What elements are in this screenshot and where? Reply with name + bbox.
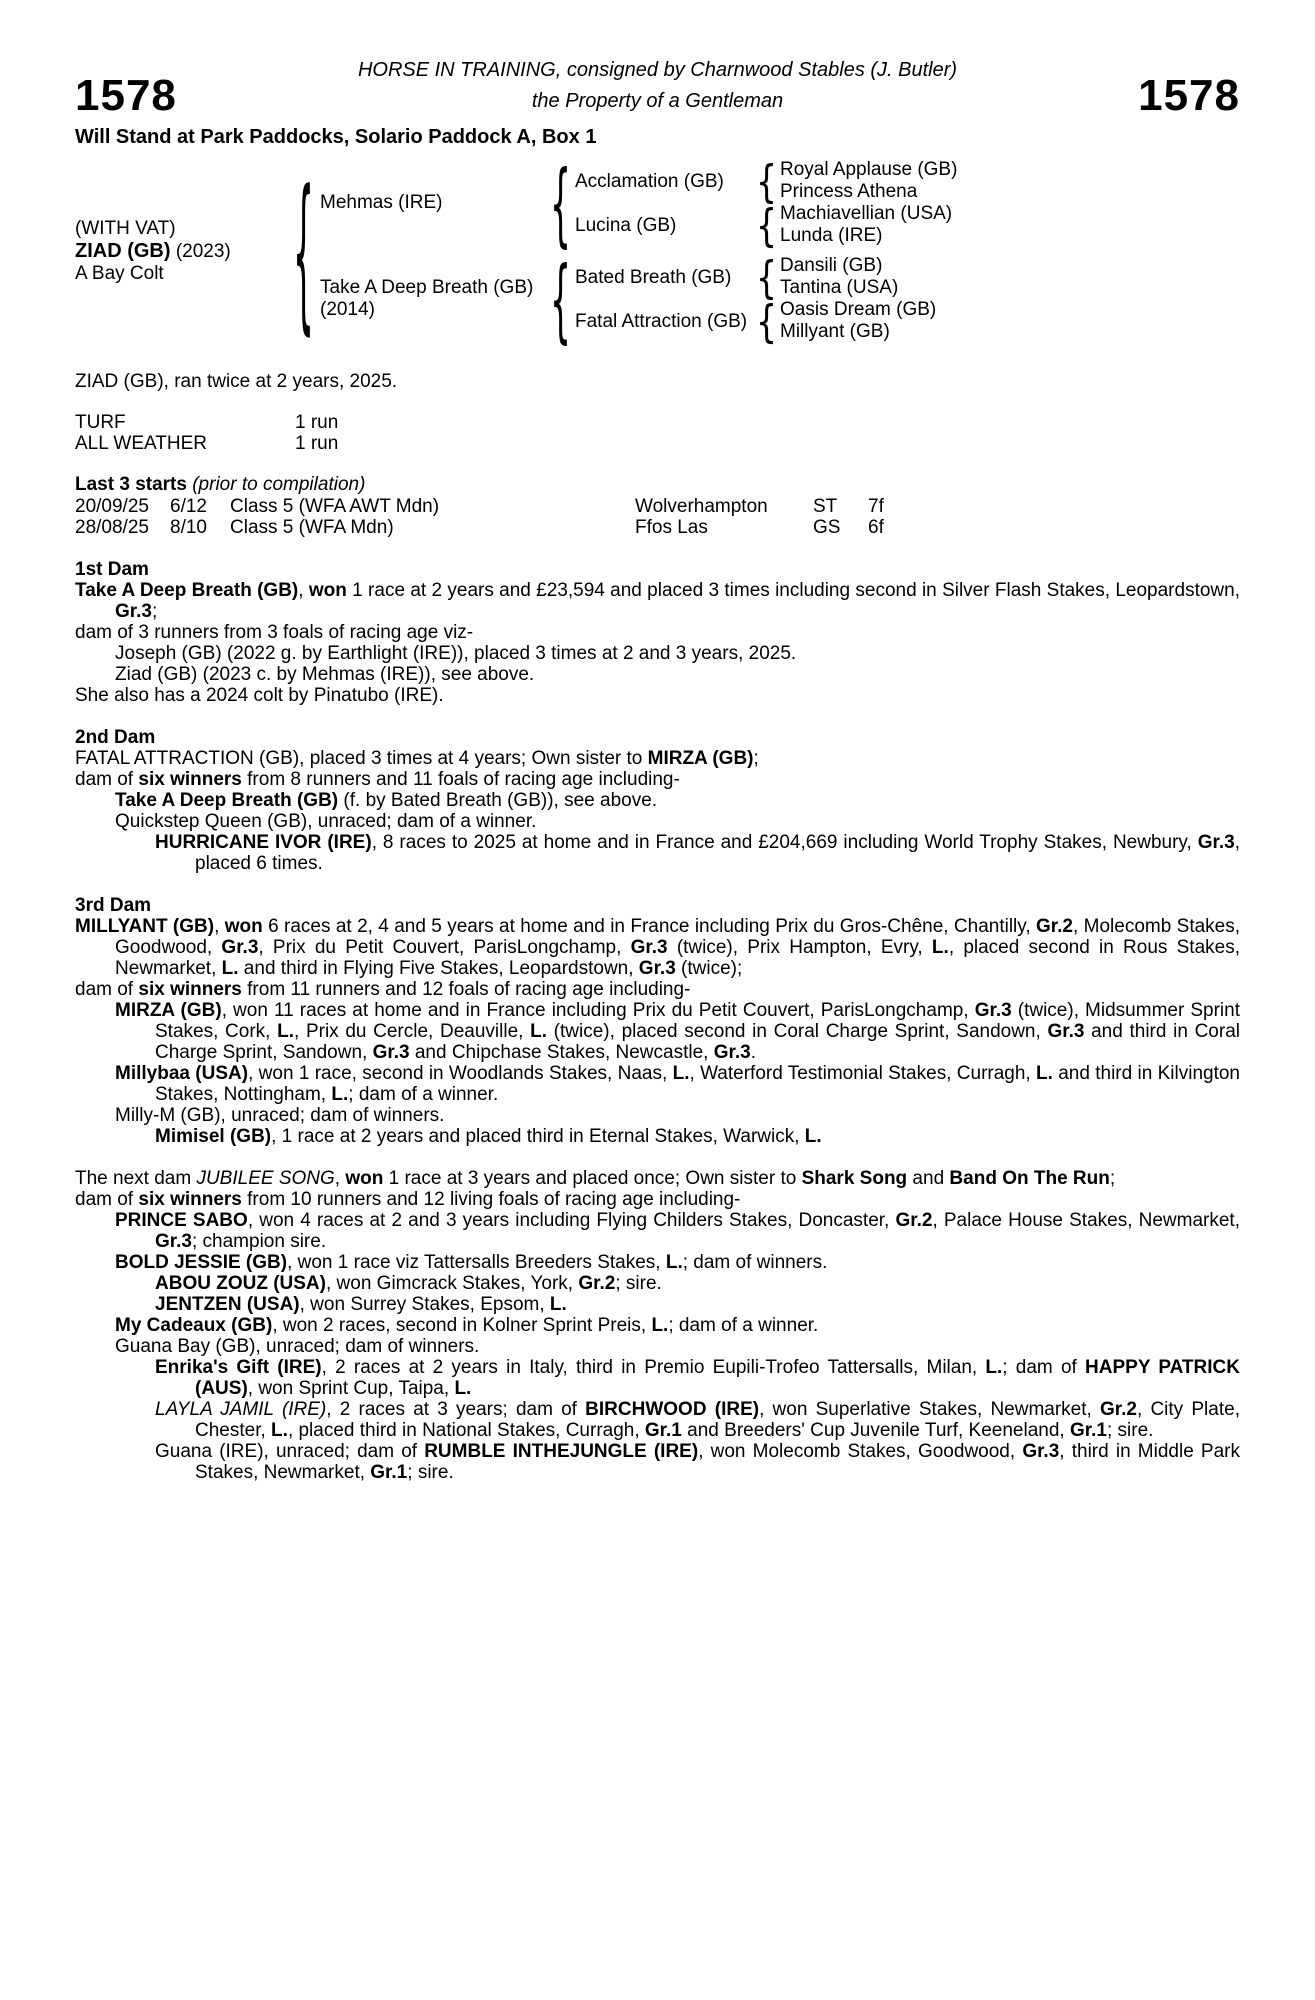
- text-run: ; dam of: [1002, 1357, 1086, 1378]
- text-run: L.: [672, 1063, 690, 1084]
- text-run: HURRICANE IVOR (IRE): [155, 832, 372, 853]
- text-run: ; sire.: [1106, 1420, 1154, 1441]
- text-run: (twice), placed second in Coral Charge Sprint, Sandown,: [547, 1021, 1048, 1042]
- sire-brace: {: [550, 149, 571, 257]
- text-run: L.: [454, 1378, 472, 1399]
- text-run: , 2 races at 2 years in Italy, third in Premio Eupili-Trofeo Tattersalls, Milan,: [321, 1357, 986, 1378]
- page-header: [75, 58, 1240, 120]
- text-run: BIRCHWOOD (IRE): [585, 1399, 760, 1420]
- text-run: , won 4 races at 2 and 3 years including Flying Childers Stakes, Doncaster,: [247, 1210, 896, 1231]
- dam-row: [320, 245, 957, 353]
- great-grandparent-name: Millyant (GB): [780, 321, 890, 342]
- dam-grandparents: [575, 250, 937, 348]
- great-grandparents: [780, 159, 957, 203]
- pedigree-paragraph: [75, 811, 1240, 832]
- text-run: dam of: [75, 1189, 139, 1210]
- text-run: L.: [804, 1126, 822, 1147]
- text-run: Gr.1: [644, 1420, 682, 1441]
- text-run: ; dam of a winner.: [348, 1084, 499, 1105]
- start-date: 28/08/25: [75, 517, 149, 538]
- surface-label: ALL WEATHER: [75, 433, 207, 454]
- pedigree-paragraph: [75, 832, 1240, 874]
- text-run: ;: [1109, 1168, 1116, 1189]
- pedigree-paragraph: [75, 664, 1240, 685]
- granddam-name: Fatal Attraction (GB): [575, 310, 748, 332]
- text-run: ,: [214, 916, 225, 937]
- last-starts-note: (prior to compilation): [192, 474, 366, 495]
- text-run: Enrika's Gift (IRE): [155, 1357, 322, 1378]
- text-run: Guana (IRE), unraced; dam of: [155, 1441, 425, 1462]
- text-run: L.: [277, 1021, 294, 1042]
- text-run: She also has a 2024 colt by Pinatubo (IRE).: [75, 685, 444, 706]
- surface-row: [75, 412, 1240, 433]
- text-run: Shark Song: [801, 1168, 908, 1189]
- text-run: Gr.2: [895, 1210, 933, 1231]
- subject-year: (2023): [175, 240, 231, 262]
- vat-note: (WITH VAT): [75, 217, 176, 239]
- text-run: LAYLA JAMIL (IRE): [155, 1399, 327, 1420]
- dam-section: [75, 727, 1240, 874]
- text-run: Gr.3: [630, 937, 668, 958]
- text-run: Quickstep Queen (GB), unraced; dam of a winner.: [115, 811, 537, 832]
- text-run: Gr.3: [1197, 832, 1235, 853]
- great-grandparents: [780, 203, 952, 247]
- pedigree-paragraph: [75, 790, 1240, 811]
- text-run: , won Molecomb Stakes, Goodwood,: [698, 1441, 1023, 1462]
- text-run: L.: [985, 1357, 1003, 1378]
- start-course: Ffos Las: [635, 517, 708, 538]
- surface-row: [75, 433, 1240, 454]
- pedigree-paragraph: [75, 622, 1240, 643]
- grandsire-row: [575, 250, 936, 304]
- text-run: , 2 races at 3 years; dam of: [326, 1399, 586, 1420]
- grandsire-name: Acclamation (GB): [575, 170, 724, 192]
- granddam-row: [575, 198, 957, 252]
- dam-brace: {: [550, 245, 571, 353]
- great-grandparent-name: Oasis Dream (GB): [780, 299, 937, 320]
- text-run: MIRZA (GB): [647, 748, 754, 769]
- text-run: Gr.3: [115, 601, 152, 622]
- text-run: BOLD JESSIE (GB): [115, 1252, 288, 1273]
- start-course: Wolverhampton: [635, 496, 768, 517]
- section-heading: 1st Dam: [75, 559, 149, 580]
- text-run: , City Plate, Chester,: [195, 1399, 1240, 1441]
- text-run: , Prix du Cercle, Deauville,: [294, 1021, 531, 1042]
- grandsire-row: [575, 154, 958, 208]
- text-run: FATAL ATTRACTION (GB), placed 3 times at 4 years; Own sister to: [75, 748, 648, 769]
- start-position: 6/12: [170, 496, 207, 517]
- dam-section: [75, 559, 1240, 706]
- text-run: L.: [1036, 1063, 1053, 1084]
- pedigree-paragraph: [75, 1399, 1240, 1441]
- text-run: The next dam: [75, 1168, 197, 1189]
- start-position: 8/10: [170, 517, 207, 538]
- great-grandparent-name: Tantina (USA): [780, 277, 899, 298]
- last-starts: [75, 474, 1240, 538]
- great-grandparents: [780, 255, 898, 299]
- grandsire-brace: {: [756, 250, 777, 304]
- text-run: Gr.3: [155, 1231, 192, 1252]
- text-run: 1 race at 3 years and placed once; Own sister to: [383, 1168, 802, 1189]
- pedigree-parents: [320, 149, 958, 353]
- granddam-brace: {: [756, 294, 777, 348]
- text-run: ;: [753, 748, 759, 769]
- sire-name: Mehmas (IRE): [320, 192, 443, 213]
- text-run: L.: [221, 958, 239, 979]
- subject-name-line: [75, 240, 287, 263]
- pedigree-paragraph: [75, 916, 1240, 979]
- subject-name: ZIAD (GB): [75, 239, 171, 262]
- start-row: [75, 496, 1240, 517]
- start-race: Class 5 (WFA Mdn): [230, 517, 394, 538]
- text-run: , Molecomb Stakes, Goodwood,: [115, 916, 1241, 958]
- text-run: L.: [665, 1252, 683, 1273]
- pedigree-paragraph: [75, 1105, 1240, 1126]
- great-grandparent-name: Lunda (IRE): [780, 225, 883, 246]
- text-run: HAPPY PATRICK (AUS): [195, 1357, 1240, 1399]
- pedigree-paragraph: [75, 580, 1240, 622]
- text-run: Gr.3: [974, 1000, 1012, 1021]
- pedigree-paragraph: [75, 1294, 1240, 1315]
- text-run: Gr.3: [372, 1042, 410, 1063]
- text-run: Take A Deep Breath (GB): [75, 580, 299, 601]
- dam-name-line1: Take A Deep Breath (GB): [320, 277, 534, 298]
- text-run: L.: [549, 1294, 567, 1315]
- text-run: , won Sprint Cup, Taipa,: [247, 1378, 455, 1399]
- text-run: , placed 6 times.: [195, 832, 1240, 874]
- text-run: and Breeders' Cup Juvenile Turf, Keeneland,: [681, 1420, 1070, 1441]
- text-run: (twice), Midsummer Sprint Stakes, Cork,: [155, 1000, 1241, 1042]
- text-run: ,: [298, 580, 309, 601]
- text-run: won: [308, 580, 347, 601]
- text-run: from 8 runners and 11 foals of racing age including-: [241, 769, 680, 790]
- text-run: Guana Bay (GB), unraced; dam of winners.: [115, 1336, 480, 1357]
- text-run: won: [345, 1168, 384, 1189]
- grandsire-brace: {: [756, 154, 777, 208]
- dam-section: [75, 1168, 1240, 1483]
- pedigree-paragraph: [75, 1441, 1240, 1483]
- subject-description: A Bay Colt: [75, 262, 164, 284]
- text-run: and third in Kilvington Stakes, Nottingham,: [155, 1063, 1240, 1105]
- pedigree-paragraph: [75, 1315, 1240, 1336]
- section-heading: 3rd Dam: [75, 895, 152, 916]
- text-run: dam of: [75, 769, 139, 790]
- text-run: MIRZA (GB): [115, 1000, 222, 1021]
- surface-runs: 1 run: [295, 433, 339, 454]
- pedigree-paragraph: [75, 1189, 1240, 1210]
- section-heading: 2nd Dam: [75, 727, 156, 748]
- dam-name-line2: (2014): [320, 299, 375, 320]
- text-run: 1 race at 2 years and £23,594 and placed 3 times including second in Silver Flash Stakes, Leopardstown,: [346, 580, 1240, 601]
- text-run: , third in Middle Park Stakes, Newmarket,: [195, 1441, 1240, 1483]
- pedigree-paragraph: [75, 1210, 1240, 1252]
- text-run: PRINCE SABO: [115, 1210, 248, 1231]
- pedigree-table: [75, 149, 1240, 353]
- great-grandparent-name: Royal Applause (GB): [780, 159, 958, 180]
- start-going: GS: [813, 517, 841, 538]
- text-run: , placed third in National Stakes, Curragh,: [287, 1420, 645, 1441]
- text-run: , won Gimcrack Stakes, York,: [325, 1273, 579, 1294]
- text-run: and Chipchase Stakes, Newcastle,: [409, 1042, 714, 1063]
- text-run: Band On The Run: [949, 1168, 1110, 1189]
- text-run: , placed second in Rous Stakes, Newmarket,: [115, 937, 1240, 979]
- text-run: Gr.3: [1047, 1021, 1085, 1042]
- text-run: , Palace House Stakes, Newmarket,: [932, 1210, 1240, 1231]
- pedigree-paragraph: [75, 769, 1240, 790]
- pedigree-paragraph: [75, 643, 1240, 664]
- pedigree-paragraph: [75, 1126, 1240, 1147]
- text-run: , won Superlative Stakes, Newmarket,: [759, 1399, 1100, 1420]
- surface-label: TURF: [75, 412, 126, 433]
- lot-number-right: 1578: [1138, 71, 1240, 120]
- text-run: from 11 runners and 12 foals of racing age including-: [241, 979, 691, 1000]
- great-grandparent-name: Dansili (GB): [780, 255, 883, 276]
- granddam-name: Lucina (GB): [575, 214, 677, 236]
- pedigree-subject: [75, 218, 287, 285]
- consignor-line: HORSE IN TRAINING, consigned by Charnwood Stables (J. Butler): [357, 59, 958, 81]
- dam-section: [75, 895, 1240, 1147]
- property-line: the Property of a Gentleman: [531, 90, 784, 112]
- pedigree-paragraph: [75, 1357, 1240, 1399]
- pedigree-paragraph: [75, 1273, 1240, 1294]
- pedigree-paragraph: [75, 748, 1240, 769]
- lot-number-left: 1578: [75, 71, 177, 120]
- dam-sections: [75, 559, 1240, 1483]
- text-run: Gr.1: [370, 1462, 408, 1483]
- text-run: , Waterford Testimonial Stakes, Curragh,: [689, 1063, 1037, 1084]
- text-run: and: [907, 1168, 950, 1189]
- great-grandparent-name: Machiavellian (USA): [780, 203, 953, 224]
- start-distance: 6f: [868, 517, 884, 538]
- pedigree-paragraph: [75, 1000, 1240, 1063]
- text-run: Gr.3: [638, 958, 676, 979]
- text-run: won: [224, 916, 263, 937]
- last-starts-title: Last 3 starts: [75, 474, 187, 495]
- start-going: ST: [813, 496, 838, 517]
- text-run: (twice), Prix Hampton, Evry,: [667, 937, 932, 958]
- text-run: (f. by Bated Breath (GB)), see above.: [338, 790, 658, 811]
- start-race: Class 5 (WFA AWT Mdn): [230, 496, 440, 517]
- text-run: Mimisel (GB): [155, 1126, 272, 1147]
- pedigree-paragraph: [75, 1336, 1240, 1357]
- last-starts-heading: [75, 474, 1240, 496]
- text-run: Gr.2: [1036, 916, 1073, 937]
- text-run: Ziad (GB) (2023 c. by Mehmas (IRE)), see above.: [115, 664, 535, 685]
- race-summary: ZIAD (GB), ran twice at 2 years, 2025.: [75, 371, 398, 392]
- pedigree-paragraph: [75, 1168, 1240, 1189]
- grandsire-name: Bated Breath (GB): [575, 266, 732, 288]
- text-run: JENTZEN (USA): [155, 1294, 300, 1315]
- text-run: Gr.3: [1022, 1441, 1060, 1462]
- text-run: 6 races at 2, 4 and 5 years at home and in France including Prix du Gros-Chêne, Chantilly,: [262, 916, 1037, 937]
- text-run: , won 1 race viz Tattersalls Breeders Stakes,: [287, 1252, 666, 1273]
- text-run: Gr.3: [713, 1042, 751, 1063]
- text-run: , won 1 race, second in Woodlands Stakes, Naas,: [248, 1063, 673, 1084]
- text-run: , won 2 races, second in Kolner Sprint Preis,: [272, 1315, 652, 1336]
- text-run: Gr.2: [1100, 1399, 1137, 1420]
- text-run: Gr.2: [578, 1273, 616, 1294]
- dam-name: [320, 277, 546, 321]
- text-run: ;: [151, 601, 158, 622]
- pedigree-paragraph: [75, 1063, 1240, 1105]
- start-date: 20/09/25: [75, 496, 149, 517]
- granddam-brace: {: [756, 198, 777, 252]
- text-run: from 10 runners and 12 living foals of racing age including-: [241, 1189, 741, 1210]
- text-run: six winners: [138, 979, 242, 1000]
- text-run: ; dam of winners.: [682, 1252, 828, 1273]
- text-run: ; champion sire.: [191, 1231, 327, 1252]
- text-run: Take A Deep Breath (GB): [115, 790, 339, 811]
- pedigree-paragraph: [75, 1252, 1240, 1273]
- text-run: L.: [651, 1315, 669, 1336]
- text-run: MILLYANT (GB): [75, 916, 215, 937]
- text-run: Milly-M (GB), unraced; dam of winners.: [115, 1105, 445, 1126]
- text-run: dam of: [75, 979, 139, 1000]
- text-run: My Cadeaux (GB): [115, 1315, 273, 1336]
- sire-row: [320, 149, 958, 257]
- text-run: .: [750, 1042, 756, 1063]
- text-run: ; sire.: [407, 1462, 454, 1483]
- start-distance: 7f: [868, 496, 884, 517]
- text-run: L.: [271, 1420, 288, 1441]
- text-run: JUBILEE SONG: [196, 1168, 335, 1189]
- text-run: ; dam of a winner.: [668, 1315, 819, 1336]
- great-grandparent-name: Princess Athena: [780, 181, 918, 202]
- text-run: six winners: [138, 769, 242, 790]
- text-run: ; sire.: [615, 1273, 662, 1294]
- text-run: (twice);: [675, 958, 743, 979]
- granddam-row: [575, 294, 937, 348]
- stand-location-line: Will Stand at Park Paddocks, Solario Paddock A, Box 1: [75, 126, 597, 148]
- text-run: , 1 race at 2 years and placed third in Eternal Stakes, Warwick,: [271, 1126, 805, 1147]
- text-run: Gr.1: [1069, 1420, 1107, 1441]
- text-run: Gr.3: [221, 937, 259, 958]
- text-run: six winners: [138, 1189, 242, 1210]
- text-run: L.: [530, 1021, 547, 1042]
- text-run: and third in Coral Charge Sprint, Sandown,: [155, 1021, 1240, 1063]
- surface-runs: 1 run: [295, 412, 339, 433]
- pedigree-paragraph: [75, 979, 1240, 1000]
- sire-grandparents: [575, 154, 958, 252]
- text-run: , won Surrey Stakes, Epsom,: [299, 1294, 550, 1315]
- text-run: , 8 races to 2025 at home and in France and £204,669 including World Trophy Stakes, Newbury,: [371, 832, 1198, 853]
- text-run: Millybaa (USA): [115, 1063, 249, 1084]
- text-run: , won 11 races at home and in France including Prix du Petit Couvert, ParisLongchamp,: [221, 1000, 975, 1021]
- text-run: dam of 3 runners from 3 foals of racing age viz-: [75, 622, 474, 643]
- text-run: , Prix du Petit Couvert, ParisLongchamp,: [258, 937, 631, 958]
- generation1-brace: {: [293, 151, 314, 351]
- text-run: ,: [334, 1168, 346, 1189]
- great-grandparents: [780, 299, 936, 343]
- surface-record: [75, 412, 1240, 454]
- text-run: ABOU ZOUZ (USA): [155, 1273, 326, 1294]
- text-run: Joseph (GB) (2022 g. by Earthlight (IRE)), placed 3 times at 2 and 3 years, 2025.: [115, 643, 797, 664]
- text-run: RUMBLE INTHEJUNGLE (IRE): [424, 1441, 699, 1462]
- text-run: L.: [931, 937, 949, 958]
- text-run: L.: [331, 1084, 349, 1105]
- text-run: and third in Flying Five Stakes, Leopardstown,: [238, 958, 639, 979]
- start-row: [75, 517, 1240, 538]
- pedigree-paragraph: [75, 685, 1240, 706]
